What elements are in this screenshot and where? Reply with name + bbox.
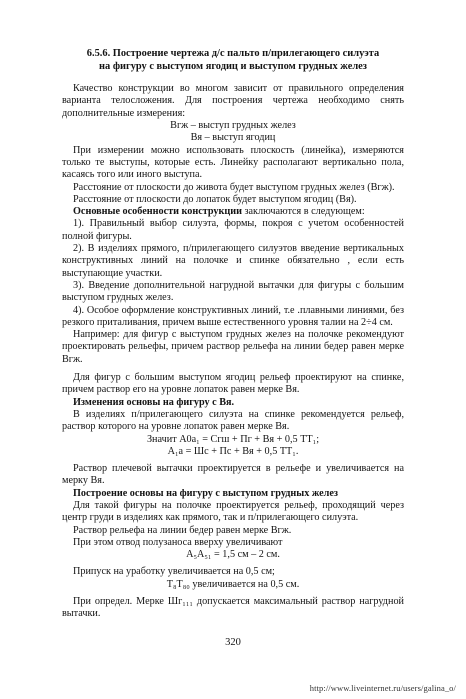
title-line-1: 6.5.6. Построение чертежа д/с пальто п/прилегающего силуэта (86, 48, 380, 59)
intro-paragraph: Качество конструкции во многом зависит от правильного определения варианта телосложения. Для построения чертежа необходимо снять дополнительные измерения: (62, 83, 404, 119)
allowance: Припуск на уработку увеличивается на 0,5 см; (73, 566, 275, 578)
formula-3: А₅А₅₁ = 1,5 см – 2 см. (186, 549, 280, 561)
measure-vgzh: Вгж – выступ грудных желез (170, 120, 296, 132)
distance-back: Расстояние от плоскости до лопаток будет выступом ягодиц (Вя). (73, 193, 357, 205)
features-lead: Основные особенности конструкции (73, 206, 242, 218)
distance-chest: Расстояние от плоскости до живота будет выступом грудных желез (Вгж). (73, 181, 395, 193)
measure-vya: Вя – выступ ягодиц (190, 132, 276, 144)
features-rest: заключаются в следующем: (241, 206, 365, 218)
changes-paragraph: В изделиях п/прилегающего силуэта на спинке рекомендуется рельеф, раствор которого на уровне лопаток равен мерке Вя. (62, 408, 404, 433)
feature-2: 2). В изделиях прямого, п/прилегающего силуэтов введение вертикальных конструктивных линий на полочке и спинке обязательно , если есть выступающие участки. (62, 243, 404, 279)
heading-build: Построение основы на фигуру с выступом грудных желез (73, 487, 339, 499)
features-intro (62, 206, 404, 218)
relief-width: Раствор рельефа на линии бедер равен мерке Вгж. (73, 524, 292, 536)
feature-4: 4). Особое оформление конструктивных линий, т.е .плавными линиями, без резкого приталивания, причем выше естественного уровня талии на 2÷4 см. (62, 304, 404, 328)
example-paragraph: Например: для фигур с выступом грудных желез на полочке рекомендуют проектировать рельефы, причем раствор рельефа на линии бедер равен мерке Вгж. (62, 329, 404, 365)
section-title (62, 48, 404, 73)
feature-3: 3). Введение дополнительной нагрудной вытачки для фигуры с большим выступом грудных желез. (62, 279, 404, 304)
feature-1: 1). Правильный выбор силуэта, формы, покроя с учетом особенностей полной фигуры. (62, 218, 404, 242)
title-line-2: на фигуру с выступом ягодиц и выступом грудных желез (99, 60, 367, 72)
formula-1: Значит А0а₁ = Сгш + Пг + Вя + 0,5 ТТ₁; (146, 433, 320, 445)
formula-4: Т₈Т₈₀ увеличивается на 0,5 см. (166, 578, 300, 590)
shoulder-dart-paragraph: Раствор плечевой вытачки проектируется в рельефе и увеличивается на мерку Вя. (62, 463, 404, 487)
buttocks-paragraph: Для фигур с большим выступом ягодиц рельеф проектируют на спинке, причем раствор его на уровне лопаток равен мерке Вя. (62, 372, 404, 396)
tab-raise: При этом отвод полузаноса вверху увеличивают (73, 536, 283, 548)
page-content (62, 48, 404, 621)
formula-2: А₁а = Шс + Пс + Вя + 0,5 ТТ₁. (167, 445, 299, 457)
footer-url: http://www.liveinternet.ru/users/galina_o/ (309, 683, 456, 693)
measure-note: При измерении можно использовать плоскость (линейка), измеряются только те выступы, которые есть. Линейку располагают вертикально пола, касаясь того или иного выступа. (62, 144, 404, 181)
build-paragraph: Для такой фигуры на полочке проектируется рельеф, проходящий через центр груди в изделиях как прямого, так и п/прилегающего силуэта. (62, 499, 404, 524)
final-paragraph: При определ. Мерке Шг₁₁₁ допускается максимальный раствор нагрудной вытачки. (62, 596, 404, 620)
page-number: 320 (225, 637, 241, 648)
heading-changes: Изменения основы на фигуру с Вя. (73, 396, 235, 408)
